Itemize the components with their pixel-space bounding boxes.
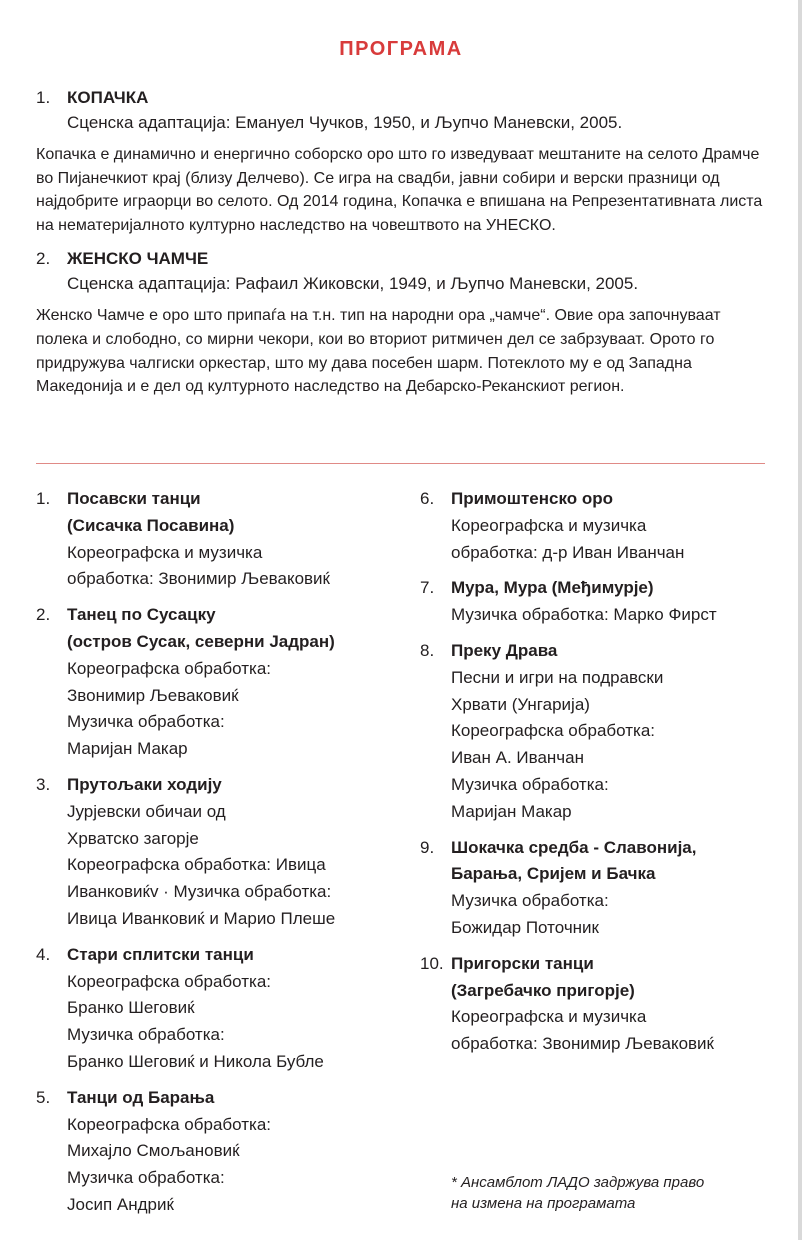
item-title: КОПАЧКА [67,88,149,107]
item-credit: Музичка обработка: Марко Фирст [451,605,717,625]
item-title: ЖЕНСКО ЧАМЧЕ [67,249,209,269]
item-title-sub: (Сисачка Посавина) [67,515,235,535]
section-divider [36,463,765,464]
item-title: Мура, Мура (Међимурје) [451,578,654,598]
footnote-line: на измена на програмата [451,1195,636,1212]
item-credit: Јосип Андриќ [67,1194,174,1214]
list-item [420,575,790,629]
item-adaptation: Сценска адаптација: Рафаил Жиковски, 1949, и Љупчо Маневски, 2005. [67,274,639,294]
list-item [36,772,400,933]
item-title: Танец по Сусацку [67,605,216,625]
item-title: Посавски танци [67,489,201,508]
page-title: ПРОГРАМА [339,38,463,60]
list-item [420,638,790,826]
item-credit: Кореографска обработка: Ивица [67,855,326,875]
list-item [36,602,400,763]
item-description: Копачка е динамично и енергично соборско оро што го изведуваат мештаните на селото Драмче во Пијанечкиот крај (близу Делчево). Се игра на свадби, јавни собири и верски празници од најдобрите играорци во селото. Од 2014 година, Копачка е впишана на Репрезентативната листа на нематеријалното културно наследство на човештвото на УНЕСКО. [36,146,763,234]
item-credit: обработка: Звонимир Љеваковиќ [451,1034,714,1054]
item-credit: Кореографска обработка: [451,721,655,741]
item-credit: Музичка обработка: [67,1168,225,1188]
item-title: Примоштенско оро [451,489,614,508]
item-number: 9. [420,837,435,857]
item-credit: Бранко Шеговиќ [67,998,195,1018]
list-item [36,486,400,593]
list-item [420,835,790,942]
featured-item [36,86,766,237]
item-credit: Јурјевски обичаи од [67,801,226,821]
item-number: 2. [36,249,51,269]
list-item [36,942,400,1076]
item-title-sub: Барања, Сријем и Бачка [451,864,656,884]
item-credit: Маријан Макар [451,801,572,821]
page-edge [798,0,802,1240]
item-number: 5. [36,1087,51,1107]
item-number: 1. [36,88,51,107]
item-number: 4. [36,944,51,964]
featured-program [36,86,766,409]
footnote-line: * Ансамблот ЛАДО задржува право [451,1174,705,1191]
item-credit: Песни и игри на подравски [451,667,664,687]
item-credit: Музичка обработка: [67,1025,225,1045]
item-credit: обработка: Звонимир Љеваковиќ [67,569,330,589]
item-credit: обработка: д-р Иван Иванчан [451,542,685,562]
list-item [420,951,790,1058]
item-credit: Музичка обработка: [67,712,225,732]
item-title: Шокачка средба - Славонија, [451,837,697,857]
item-number: 10. [420,953,444,973]
item-credit: Кореографска и музичка [67,542,263,562]
list-item [36,1085,400,1219]
item-number: 3. [36,774,51,794]
program-list-right [420,486,790,1067]
item-credit: Кореографска и музичка [451,515,647,535]
item-credit: Бранко Шеговиќ и Никола Бубле [67,1051,324,1071]
item-credit: Кореографска обработка: [67,971,271,991]
item-credit: Музичка обработка: [451,774,609,794]
item-credit: Иван А. Иванчан [451,748,585,768]
item-title-sub: (Загребачко пригорје) [451,980,635,1000]
item-credit: Хрвати (Унгарија) [451,694,590,714]
item-title: Пригорски танци [451,953,594,973]
item-credit: Музичка обработка: [451,891,609,911]
item-title-sub: (остров Сусак, северни Јадран) [67,631,335,651]
list-item [420,486,790,566]
item-credit: Кореографска и музичка [451,1007,647,1027]
featured-item [36,247,766,398]
item-title: Преку Драва [451,640,558,660]
footnote [451,1172,771,1214]
item-credit: Иванковиќv · Музичка обработка: [67,882,332,902]
item-number: 7. [420,578,435,598]
item-credit: Маријан Макар [67,739,188,759]
item-title: Танци од Барања [67,1087,215,1107]
item-title: Стари сплитски танци [67,944,254,964]
item-credit: Михајло Смољановиќ [67,1141,240,1161]
item-number: 2. [36,605,51,625]
item-title: Прутољаки ходију [67,774,222,794]
item-number: 1. [36,489,51,508]
item-number: 6. [420,489,435,508]
item-number: 8. [420,640,435,660]
item-credit: Хрватско загорје [67,828,199,848]
item-credit: Ивица Иванковиќ и Марио Плеше [67,908,336,928]
item-credit: Божидар Поточник [451,917,599,937]
item-description: Женско Чамче е оро што припаѓа на т.н. тип на народни ора „чамче“. Овие ора започнуваат полека и слободно, со мирни чекори, кои во вториот ритмичен дел се забрзуваат. Орото го придружува чалгиски оркестар, што му дава посебен шарм. Потеклото му е од Западна Македонија и е дел од културното наследство на Дебарско-Реканскиот регион. [36,307,721,396]
program-list-left [36,486,400,1228]
item-credit: Кореографска обработка: [67,1114,271,1134]
item-credit: Звонимир Љеваковиќ [67,685,239,705]
item-adaptation: Сценска адаптација: Емануел Чучков, 1950, и Љупчо Маневски, 2005. [67,113,623,132]
item-credit: Кореографска обработка: [67,658,271,678]
